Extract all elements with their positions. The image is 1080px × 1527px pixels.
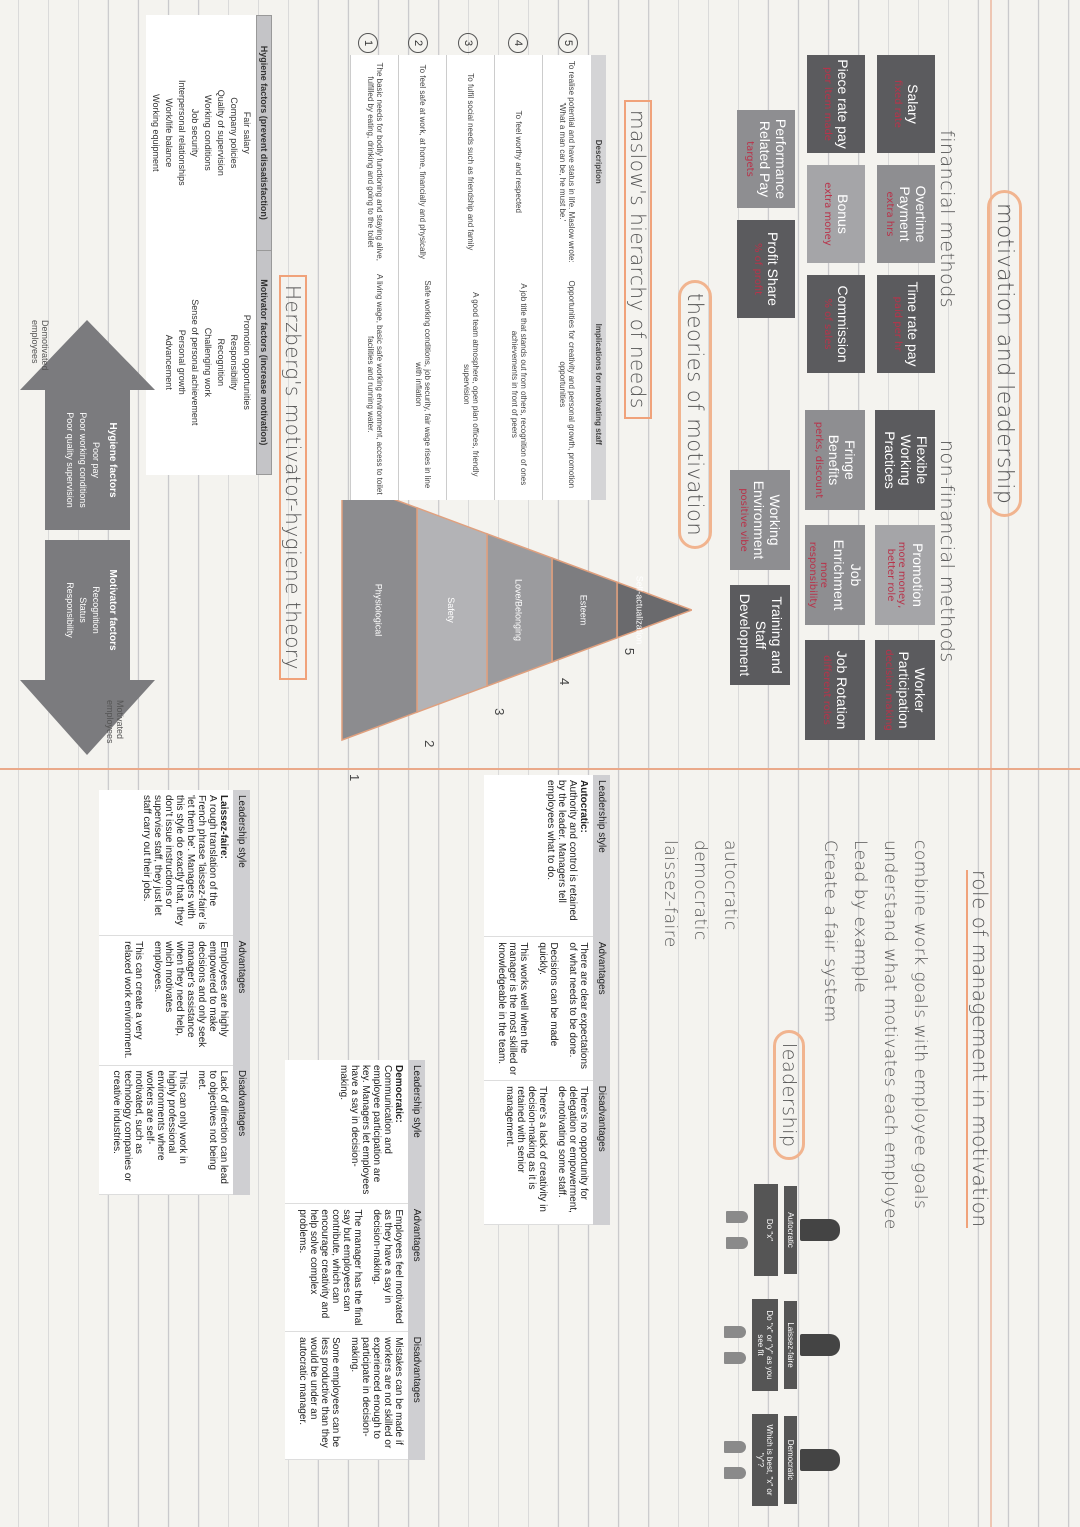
table-row bbox=[447, 55, 495, 500]
tile-label: Worker Participation bbox=[895, 651, 928, 729]
leadership-style-bullet: autocratic bbox=[720, 840, 740, 931]
non-financial-method-tile bbox=[875, 410, 935, 510]
tile-label: Promotion bbox=[909, 543, 926, 607]
leadership-figure bbox=[726, 1180, 840, 1280]
figure-command: Which is best, "x" or "y"? bbox=[752, 1414, 778, 1506]
pyramid-level-label: Safety bbox=[446, 597, 456, 623]
table-header-row bbox=[591, 55, 606, 500]
figure-style-label: Democratic bbox=[784, 1416, 797, 1504]
tile-label: Piece rate pay bbox=[834, 59, 851, 149]
need-implication: Opportunities for creativity and personal growth, promotion opportunities bbox=[543, 269, 591, 500]
hygiene-factor: Working conditions bbox=[202, 94, 213, 171]
arrow-text: Poor working conditions bbox=[78, 412, 88, 508]
advantage: Employees feel motivated as they have a say in decision-making. bbox=[371, 1209, 404, 1324]
staff-person-icon bbox=[724, 1467, 746, 1479]
advantages-cell bbox=[484, 937, 593, 1081]
style-description: A rough translation of the French phrase 'laissez-faire' is 'let them be'. Managers with this style do exactly that, they don't issue instructions or supervise staff, they just let staff carry out their jobs. bbox=[141, 795, 218, 930]
level-number-circle: 1 bbox=[358, 33, 378, 53]
hygiene-factor: Company policies bbox=[228, 97, 239, 169]
leadership-style-bullet: laissez-faire bbox=[660, 840, 680, 948]
need-description: The basic needs for bodily functioning and staying alive, fulfilled by eating, drinking and going to the toilet bbox=[351, 55, 399, 269]
need-implication: A job title that stands out from others, recognition of ones achievements in front of peers bbox=[495, 269, 543, 500]
maslow-table bbox=[351, 55, 607, 500]
pyramid-level-number: 3 bbox=[492, 708, 507, 716]
tile-note: extra hrs bbox=[883, 191, 895, 237]
arrow-text: Poor quality supervision bbox=[65, 412, 75, 508]
tile-label: Training and Staff Development bbox=[736, 593, 786, 677]
tile-label: Bonus bbox=[834, 194, 851, 234]
staff-person-icon bbox=[726, 1211, 748, 1223]
hygiene-factor: Fair salary bbox=[242, 111, 252, 154]
table-header-row bbox=[408, 1060, 425, 1460]
arrow-text: Poor pay bbox=[91, 441, 101, 479]
level-number-circle: 4 bbox=[508, 33, 528, 53]
advantages-cell bbox=[285, 1204, 408, 1332]
financial-method-tile bbox=[737, 220, 795, 318]
style-cell bbox=[99, 790, 233, 936]
tile-label: Profit Share bbox=[764, 232, 781, 306]
leadership-style-table bbox=[99, 790, 250, 1195]
need-description: To fulfil social needs such as friendship and family bbox=[447, 55, 495, 269]
non-financial-method-tile bbox=[875, 640, 935, 740]
need-implication: A living wage, basic safe working environment, access to toilet facilities and running water. bbox=[351, 269, 399, 500]
theories-heading: theories of motivation bbox=[678, 280, 712, 549]
level-number-circle: 5 bbox=[558, 33, 578, 53]
arrow-text: Motivator factors bbox=[107, 569, 118, 651]
non-financial-heading: non-financial methods bbox=[936, 440, 958, 663]
hygiene-factor: Quality of supervision bbox=[215, 89, 226, 176]
column-header: Leadership style bbox=[408, 1060, 425, 1204]
table-row bbox=[99, 790, 233, 1195]
herzberg-heading: Herzberg's motivator-hygiene theory bbox=[279, 275, 307, 680]
column-header: Disadvantages bbox=[593, 1081, 610, 1225]
financial-method-tile bbox=[807, 55, 865, 153]
motivator-factor: Advancement bbox=[163, 334, 174, 390]
hygiene-factor: Working equipment bbox=[150, 94, 161, 172]
level-number-circle: 2 bbox=[408, 33, 428, 53]
advantage: This works well when the manager is the most skilled or knowledgeable in the team. bbox=[496, 942, 529, 1076]
pyramid-level-number: 2 bbox=[422, 740, 437, 748]
staff-person-icon bbox=[724, 1441, 746, 1453]
column-header: Implications for motivating staff bbox=[591, 269, 606, 500]
leader-person-icon bbox=[800, 1219, 840, 1241]
column-header: Disadvantages bbox=[233, 1065, 250, 1194]
style-name: Laissez-faire: bbox=[218, 795, 229, 859]
financial-method-tile bbox=[877, 275, 935, 373]
non-financial-method-tile bbox=[805, 525, 865, 625]
arrow-text: Responsibility bbox=[65, 582, 75, 638]
tile-note: fixed rate bbox=[891, 80, 903, 128]
leadership-figure bbox=[724, 1410, 840, 1510]
table-row bbox=[495, 55, 543, 500]
arrow-text: Hygiene factors bbox=[107, 422, 118, 498]
tile-label: Salary bbox=[904, 84, 921, 124]
management-bullet: Create a fair system bbox=[820, 840, 840, 1023]
demotivated-label: Demotivated employees bbox=[30, 320, 50, 371]
table-header-row bbox=[257, 16, 272, 475]
style-description: Authority and control is retained by the leader. Managers tell employees what to do. bbox=[545, 780, 578, 921]
tile-note: targets bbox=[743, 141, 755, 177]
hygiene-header: Hygiene factors (prevent dissatisfaction) bbox=[257, 16, 272, 251]
figure-style-label: Laissez-faire bbox=[784, 1301, 797, 1389]
tile-note: extra money bbox=[821, 182, 833, 246]
maslow-pyramid bbox=[332, 500, 692, 790]
need-description: To feel safe at work, at home, financially and physically bbox=[399, 55, 447, 269]
disadvantage: There's a lack of creativity in decision-making as it is retained with senior management. bbox=[504, 1086, 548, 1212]
arrow-text: Recognition bbox=[91, 586, 101, 634]
leadership-style-table bbox=[285, 1060, 425, 1460]
disadvantages-cell bbox=[99, 1065, 233, 1194]
disadvantage: There's no opportunity for delegation or empowerment, de-motivating some staff. bbox=[556, 1086, 589, 1213]
pyramid-level-label: Esteem bbox=[578, 594, 589, 626]
pyramid-level-label: Physiological bbox=[373, 583, 384, 637]
style-name: Democratic: bbox=[393, 1065, 404, 1123]
table-row bbox=[484, 775, 593, 1225]
tile-label: Overtime Payment bbox=[896, 185, 929, 243]
disadvantage: This can only work in highly professional environments where workers are self-motivated, such as technology companies or creative industries. bbox=[111, 1070, 188, 1182]
leadership-figure bbox=[724, 1295, 840, 1395]
table-row bbox=[351, 55, 399, 500]
staff-person-icon bbox=[724, 1326, 746, 1338]
pyramid-level-label: Love/Belonging bbox=[513, 578, 524, 642]
need-implication: A good team atmosphere, open plan offices, friendly supervision bbox=[447, 269, 495, 500]
column-header: Advantages bbox=[408, 1204, 425, 1332]
tile-note: per item made bbox=[821, 67, 833, 141]
tile-label: Working Environment bbox=[750, 480, 783, 560]
motivator-factor: Promotion opportunities bbox=[242, 314, 252, 410]
motivator-arrow bbox=[20, 540, 155, 755]
maslow-heading: maslow's hierarchy of needs bbox=[624, 100, 652, 419]
table-row bbox=[285, 1060, 408, 1460]
figure-command: Do "x" or "y" as you see fit bbox=[752, 1299, 778, 1391]
hygiene-list bbox=[146, 16, 257, 251]
hygiene-factor: Interpersonal relationships bbox=[176, 80, 187, 186]
motivated-label: Motivated employees bbox=[105, 700, 125, 744]
tile-note: different roles bbox=[820, 655, 832, 725]
need-description: To realise potential and have status in life. Maslow wrote: 'What a man can be, he must be.' bbox=[543, 55, 591, 269]
maslow-table-wrap bbox=[351, 39, 607, 500]
need-implication: Safe working conditions, job security, fair wage rises in line with inflation bbox=[399, 269, 447, 500]
disadvantage: Mistakes can be made if workers are not skilled or experienced enough to participate in decision-making. bbox=[349, 1337, 404, 1449]
leadership-style-table bbox=[484, 775, 610, 1225]
tile-note: positive vibe bbox=[737, 488, 749, 552]
tile-label: Job Rotation bbox=[833, 650, 850, 730]
staff-person-icon bbox=[724, 1352, 746, 1364]
tile-label: Performance Related Pay bbox=[756, 118, 789, 200]
management-bullet: combine work goals with employee goals bbox=[910, 840, 930, 1210]
table-row bbox=[399, 55, 447, 500]
disadvantages-cell bbox=[484, 1081, 593, 1225]
table-header-row bbox=[593, 775, 610, 1225]
column-header: Advantages bbox=[233, 936, 250, 1065]
column-header: Description bbox=[591, 55, 606, 269]
financial-method-tile bbox=[807, 165, 865, 263]
motivator-factor: Recognition bbox=[215, 338, 226, 387]
column-header: Leadership style bbox=[233, 790, 250, 936]
need-description: To feel worthy and respected bbox=[495, 55, 543, 269]
tile-note: % of sales bbox=[821, 298, 833, 350]
motivator-header: Motivator factors (increase motivation) bbox=[257, 250, 272, 474]
advantages-cell bbox=[99, 936, 233, 1065]
staff-icons bbox=[724, 1295, 746, 1395]
staff-icons bbox=[726, 1180, 748, 1280]
management-bullet: Lead by example bbox=[850, 840, 870, 994]
tile-label: Commission bbox=[834, 285, 851, 363]
motivator-factor: Sense of personal achievement bbox=[189, 299, 200, 426]
style-cell bbox=[285, 1060, 408, 1204]
non-financial-method-tile bbox=[730, 585, 790, 685]
disadvantages-cell bbox=[285, 1332, 408, 1460]
advantage: Employees are highly empowered to make decisions and only seek manager's assistance when they need help, which motivates employees. bbox=[152, 941, 229, 1048]
tile-note: paid per hr bbox=[891, 296, 903, 352]
staff-person-icon bbox=[726, 1237, 748, 1249]
motivator-factor: Personal growth bbox=[176, 329, 187, 395]
leadership-style-bullet: democratic bbox=[690, 840, 710, 941]
advantage: There are clear expectations of what needs to be done. bbox=[567, 942, 589, 1070]
level-number-circle: 3 bbox=[458, 33, 478, 53]
staff-icons bbox=[724, 1410, 746, 1510]
style-cell bbox=[484, 775, 593, 937]
style-description: Communication and employee participation are key. Managers let employees have a say in decision-making. bbox=[338, 1065, 393, 1195]
pyramid-level-number: 5 bbox=[622, 647, 637, 656]
leader-person-icon bbox=[800, 1334, 840, 1356]
page-title: motivation and leadership bbox=[987, 190, 1022, 517]
figure-command: Do "x" bbox=[754, 1184, 778, 1276]
pyramid-level-label: Self-actualization bbox=[634, 575, 645, 645]
tile-label: Flexible Working Practices bbox=[881, 431, 931, 489]
motivator-factor: Responsibility bbox=[228, 334, 239, 391]
tile-note: more responsibility bbox=[806, 541, 830, 609]
disadvantage: Lack of direction can lead to objectives not being met. bbox=[196, 1070, 229, 1184]
column-header: Advantages bbox=[593, 937, 610, 1081]
advantage: Decisions can be made quickly. bbox=[537, 942, 559, 1047]
financial-method-tile bbox=[737, 110, 795, 208]
management-bullet: understand what motivates each employee bbox=[880, 840, 900, 1230]
tile-note: % of profit bbox=[751, 242, 763, 296]
tile-label: Job Enrichment bbox=[831, 539, 864, 611]
pyramid-level-number: 4 bbox=[557, 678, 572, 686]
tile-label: Time rate pay bbox=[904, 281, 921, 367]
management-heading: role of management in motivation bbox=[968, 870, 992, 1228]
tile-note: more money, better role bbox=[884, 541, 908, 609]
leadership-heading: leadership bbox=[773, 1030, 805, 1160]
column-header: Leadership style bbox=[593, 775, 610, 937]
figure-style-label: Autocratic bbox=[784, 1186, 797, 1274]
financial-method-tile bbox=[877, 55, 935, 153]
non-financial-method-tile bbox=[875, 525, 935, 625]
table-header-row bbox=[233, 790, 250, 1195]
style-name: Autocratic: bbox=[578, 780, 589, 833]
disadvantage: Some employees can be less productive than they would be under an autocratic manager. bbox=[297, 1337, 341, 1448]
hygiene-factor: Work/life balance bbox=[163, 98, 174, 168]
table-row bbox=[543, 55, 591, 500]
financial-heading: financial methods bbox=[936, 130, 958, 309]
advantage: This can create a very relaxed work environment. bbox=[122, 941, 144, 1059]
hygiene-factor: Job security bbox=[189, 108, 200, 157]
financial-method-tile bbox=[877, 165, 935, 263]
motivator-factor: Challenging work bbox=[202, 327, 213, 397]
pyramid-level-number: 1 bbox=[347, 774, 362, 782]
arrow-text: Status bbox=[78, 597, 88, 623]
pyramid-level bbox=[617, 582, 692, 638]
column-header: Disadvantages bbox=[408, 1332, 425, 1460]
tile-label: Fringe Benefits bbox=[825, 434, 858, 486]
financial-method-tile bbox=[807, 275, 865, 373]
tile-note: decision making bbox=[882, 649, 894, 731]
non-financial-method-tile bbox=[730, 470, 790, 570]
leader-person-icon bbox=[800, 1449, 840, 1471]
non-financial-method-tile bbox=[805, 640, 865, 740]
advantage: The manager has the final say but employees can contribute, which can encourage creativity and help solve complex problems. bbox=[297, 1209, 363, 1326]
tile-note: perks, discount bbox=[812, 421, 824, 499]
non-financial-method-tile bbox=[805, 410, 865, 510]
